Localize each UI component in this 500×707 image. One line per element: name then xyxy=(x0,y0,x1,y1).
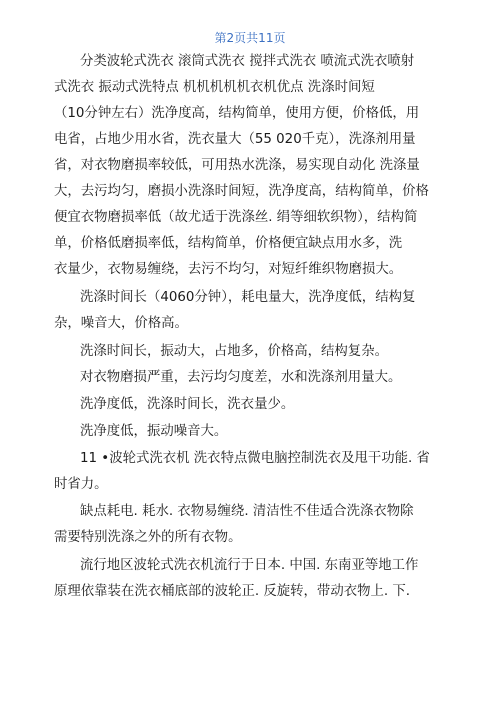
text-line: 杂，噪音大，价格高。 xyxy=(54,316,188,331)
text-line: 时省力。 xyxy=(54,477,108,492)
text-line: 需要特别洗涤之外的所有衣物。 xyxy=(54,530,242,545)
text-line: 洗涤时间长（4060分钟），耗电量大，洗净度低，结构复 xyxy=(80,290,416,305)
text-line: 洗净度低，振动噪音大。 xyxy=(80,424,228,439)
text-line: 洗涤时间长，振动大，占地多，价格高，结构复杂。 xyxy=(80,344,388,359)
text-line: 分类波轮式洗衣 滚筒式洗衣 搅拌式洗衣 喷流式洗衣喷射 xyxy=(80,54,415,69)
text-line: 流行地区波轮式洗衣机流行于日本. 中国. 东南亚等地工作 xyxy=(80,558,419,573)
text-line: 衣量少，衣物易缠绕，去污不均匀，对短纤维织物磨损大。 xyxy=(54,262,403,277)
text-line: 大，去污均匀，磨损小洗涤时间短，洗净度高，结构简单，价格 xyxy=(54,184,429,199)
text-line: 式洗衣 振动式洗特点 机机机机机衣机优点 洗涤时间短 xyxy=(54,80,375,95)
text-line: 电省，占地少用水省，洗衣量大（55 020千克），洗涤剂用量 xyxy=(54,132,416,147)
text-line: （10分钟左右）洗净度高，结构简单，使用方便，价格低，用 xyxy=(54,106,420,121)
text-line: 对衣物磨损严重，去污均匀度差，水和洗涤剂用量大。 xyxy=(80,370,402,385)
text-line: 单，价格低磨损率低，结构简单，价格便宜缺点用水多，洗 xyxy=(54,236,403,251)
text-line: 原理依靠装在洗衣桶底部的波轮正. 反旋转，带动衣物上. 下. xyxy=(54,584,411,599)
text-line: 缺点耗电. 耗水. 衣物易缠绕. 清洁性不佳适合洗涤衣物除 xyxy=(80,504,414,519)
text-line: 11 •波轮式洗衣机 洗衣特点微电脑控制洗衣及甩干功能. 省 xyxy=(80,451,430,466)
text-line: 便宜衣物磨损率低（故尤适于洗涤丝. 绢等细软织物），结构简 xyxy=(54,210,418,225)
text-line: 省，对衣物磨损率较低，可用热水洗涤，易实现自动化 洗涤量 xyxy=(54,158,420,173)
page-indicator: 第2页共11页 xyxy=(214,31,286,45)
text-line: 洗净度低，洗涤时间长，洗衣量少。 xyxy=(80,397,295,412)
